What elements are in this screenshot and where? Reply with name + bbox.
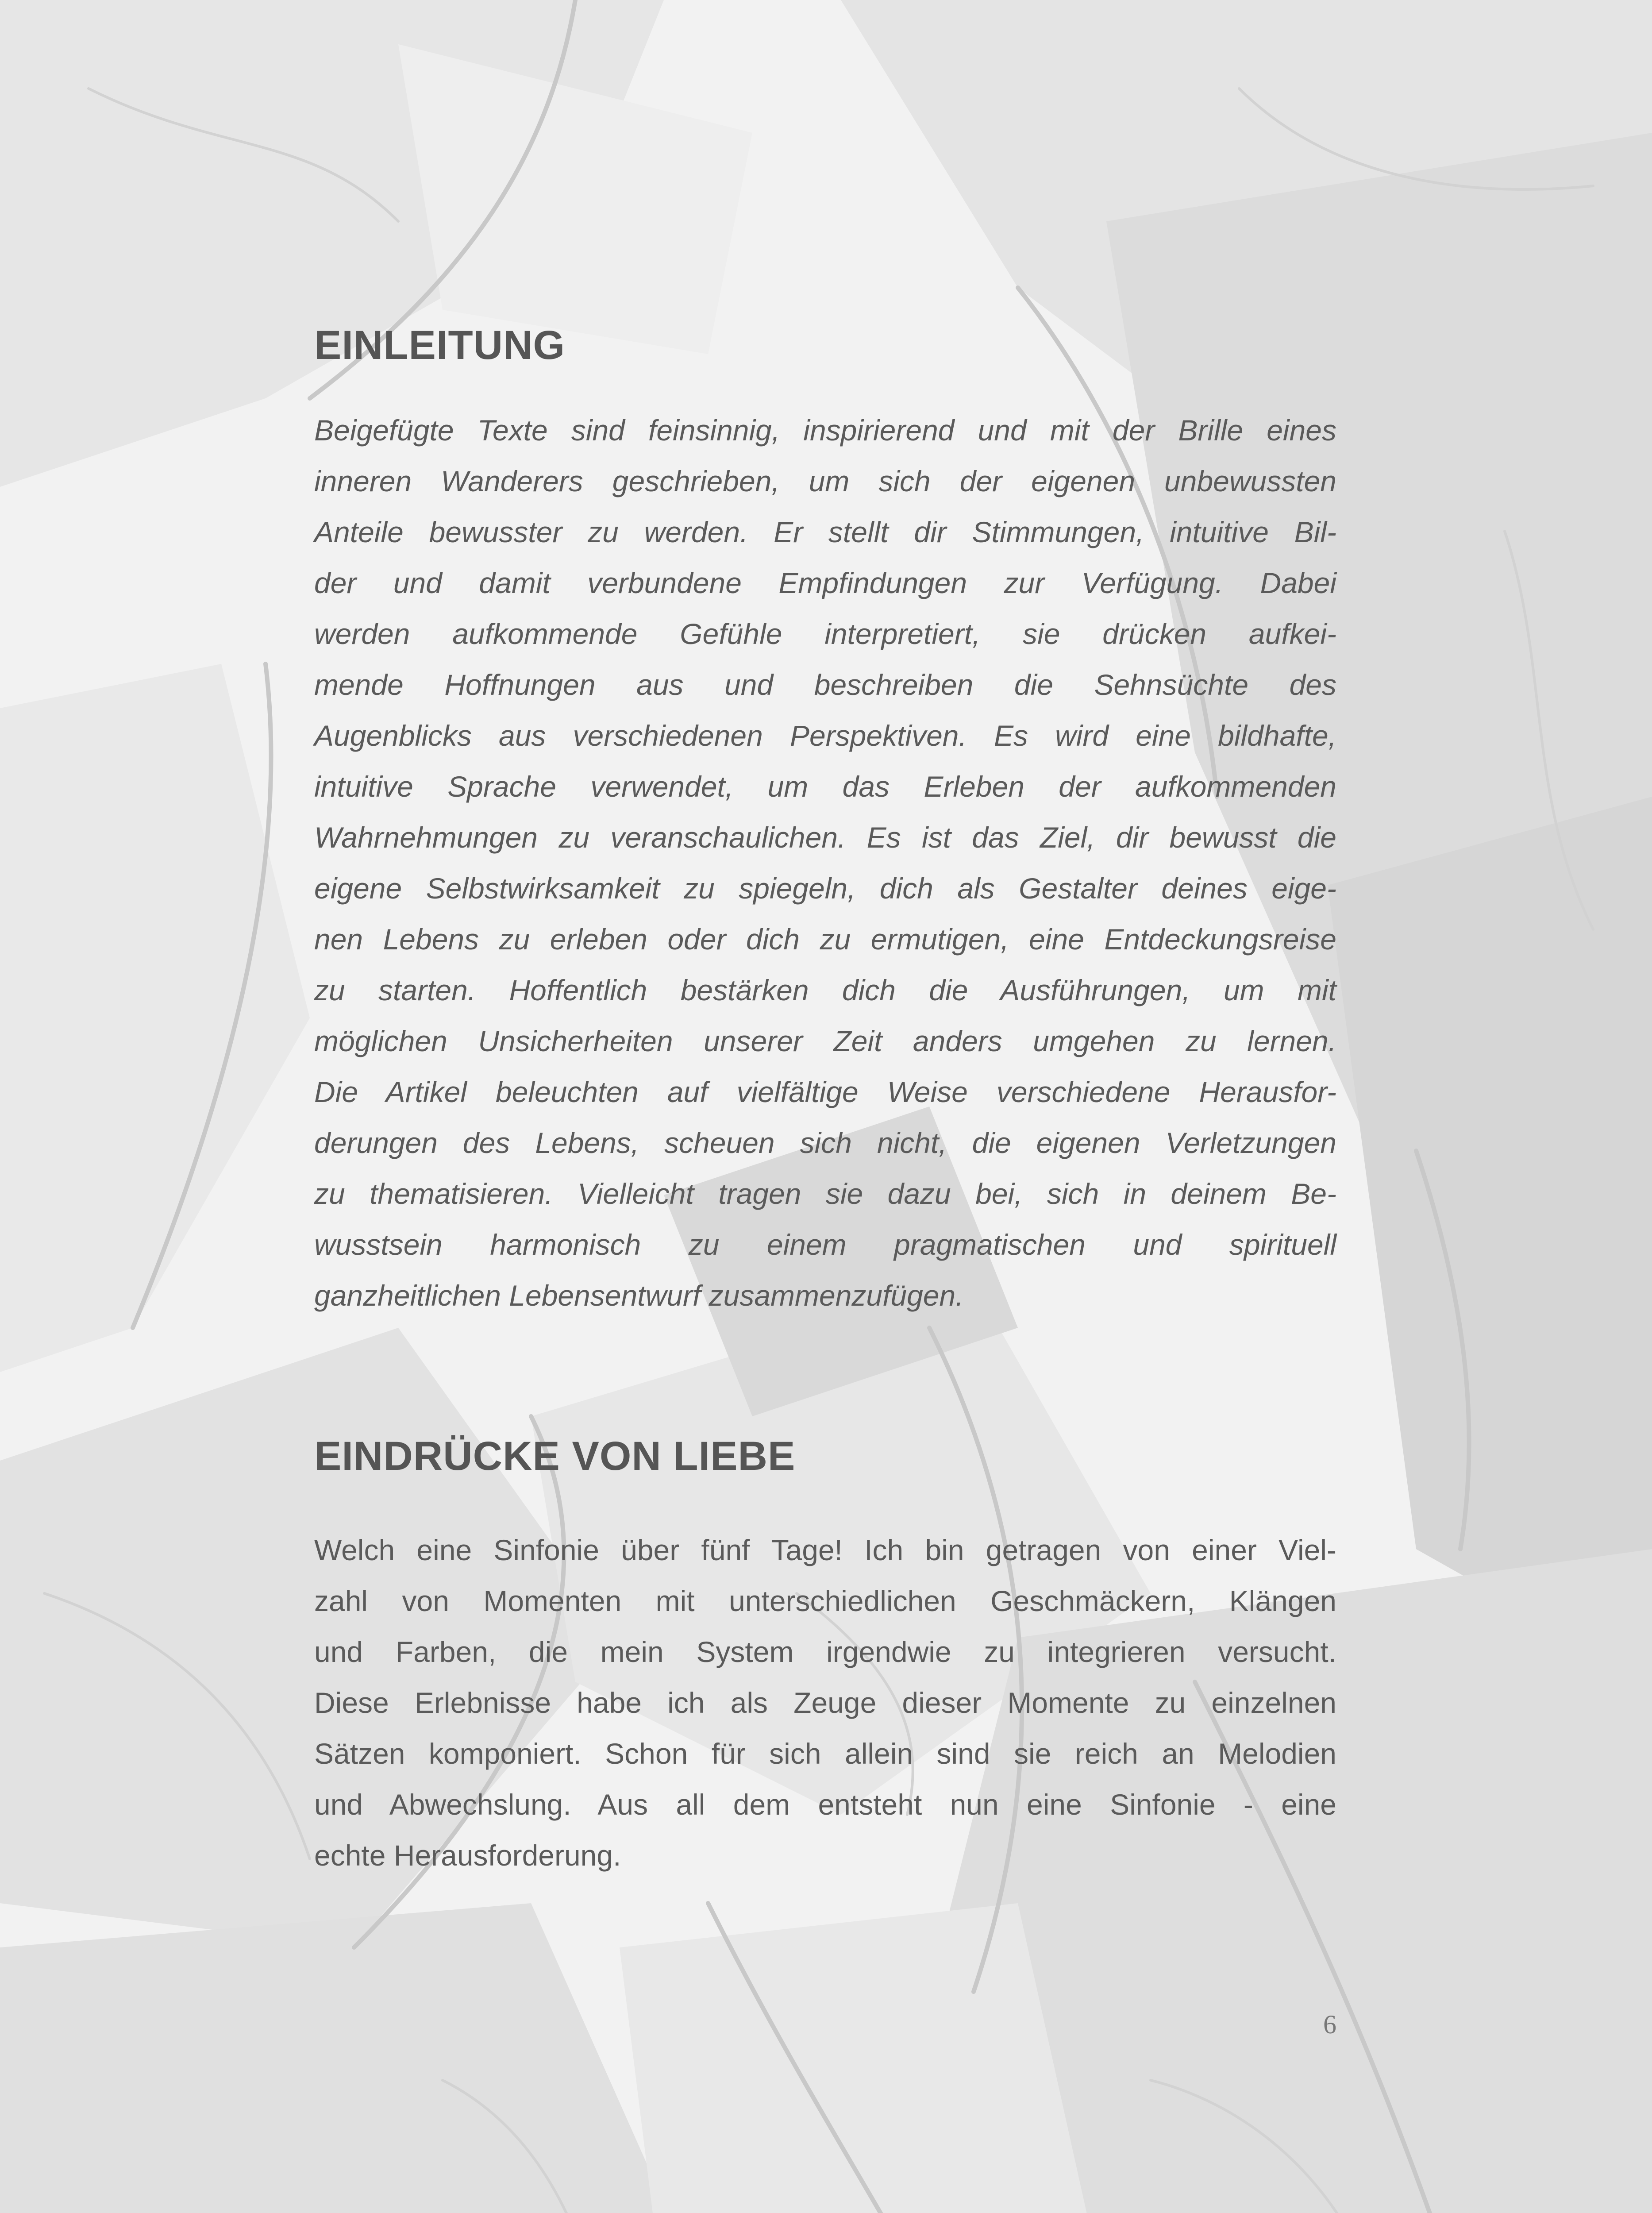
text-content	[314, 319, 1336, 1881]
text-line: Wahrnehmungen zu veranschaulichen. Es ist das Ziel, dir bewusst die	[314, 821, 1336, 854]
text-line: und Abwechslung. Aus all dem entsteht nun eine Sinfonie - eine	[314, 1788, 1336, 1821]
text-line: echte Herausforderung.	[314, 1839, 621, 1872]
heading-eindruecke-von-liebe: EINDRÜCKE VON LIEBE	[314, 1434, 796, 1479]
text-line: Diese Erlebnisse habe ich als Zeuge dieser Momente zu einzelnen	[314, 1686, 1336, 1719]
text-line: nen Lebens zu erleben oder dich zu ermutigen, eine Entdeckungsreise	[314, 923, 1336, 956]
text-line: Augenblicks aus verschiedenen Perspektiven. Es wird eine bildhafte,	[314, 719, 1336, 752]
love-paragraph	[314, 1525, 1336, 1881]
text-line: werden aufkommende Gefühle interpretiert, sie drücken aufkei-	[314, 617, 1336, 650]
text-line: zu thematisieren. Vielleicht tragen sie dazu bei, sich in deinem Be-	[314, 1177, 1336, 1210]
intro-paragraph	[314, 405, 1336, 1321]
text-line: und Farben, die mein System irgendwie zu integrieren versucht.	[314, 1635, 1336, 1668]
text-line: inneren Wanderers geschrieben, um sich der eigenen unbewussten	[314, 465, 1336, 497]
text-line: zahl von Momenten mit unterschiedlichen Geschmäckern, Klängen	[314, 1585, 1336, 1617]
text-line: derungen des Lebens, scheuen sich nicht, die eigenen Verletzungen	[314, 1126, 1336, 1159]
text-line: wusstsein harmonisch zu einem pragmatischen und spirituell	[314, 1228, 1336, 1261]
text-line: intuitive Sprache verwendet, um das Erleben der aufkommenden	[314, 770, 1336, 803]
text-line: möglichen Unsicherheiten unserer Zeit anders umgehen zu lernen.	[314, 1025, 1336, 1057]
text-line: eigene Selbstwirksamkeit zu spiegeln, dich als Gestalter deines eige-	[314, 872, 1336, 905]
text-line: ganzheitlichen Lebensentwurf zusammenzufügen.	[314, 1279, 964, 1312]
text-line: Welch eine Sinfonie über fünf Tage! Ich bin getragen von einer Viel-	[314, 1534, 1336, 1566]
text-line: Die Artikel beleuchten auf vielfältige Weise verschiedene Herausfor-	[314, 1076, 1336, 1108]
text-line: der und damit verbundene Empfindungen zur Verfügung. Dabei	[314, 567, 1336, 599]
text-line: mende Hoffnungen aus und beschreiben die Sehnsüchte des	[314, 668, 1336, 701]
text-line: Sätzen komponiert. Schon für sich allein sind sie reich an Melodien	[314, 1737, 1336, 1770]
text-line: Anteile bewusster zu werden. Er stellt dir Stimmungen, intuitive Bil-	[314, 516, 1336, 548]
text-line: zu starten. Hoffentlich bestärken dich die Ausführungen, um mit	[314, 974, 1336, 1006]
text-line: Beigefügte Texte sind feinsinnig, inspirierend und mit der Brille eines	[314, 414, 1336, 447]
page-number: 6	[1323, 2010, 1336, 2039]
heading-einleitung: EINLEITUNG	[314, 323, 566, 368]
